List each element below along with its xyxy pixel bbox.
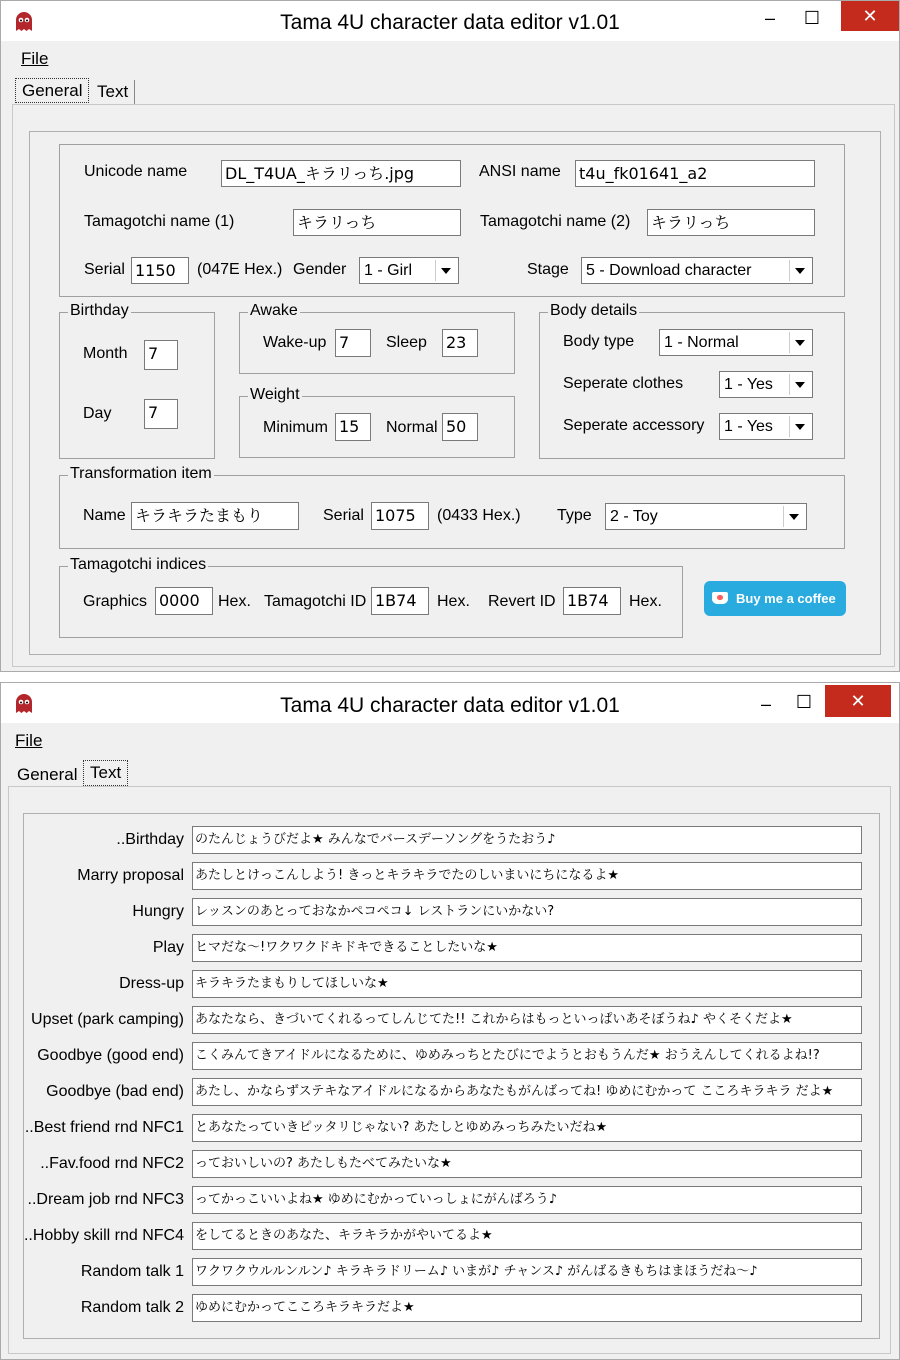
menu-bar xyxy=(1,727,899,755)
tamagotchi-id-hex-text: Hex. xyxy=(437,593,470,610)
sleep-label: Sleep xyxy=(386,334,427,351)
sleep-input[interactable]: 23 xyxy=(442,329,478,357)
coffee-cup-icon xyxy=(712,592,728,604)
tama-name2-input[interactable]: キラリっち xyxy=(647,209,815,236)
text-row-label: ..Hobby skill rnd NFC4 xyxy=(23,1227,184,1244)
text-row-input[interactable]: あなたなら、きづいてくれるってしんじてた!! これからはもっといっぱいあそぼうね♪ やくそくだよ★ xyxy=(192,1006,862,1034)
text-row-input[interactable]: キラキラたまもりしてほしいな★ xyxy=(192,970,862,998)
text-row-label: Dress-up xyxy=(119,975,184,992)
body-type-label: Body type xyxy=(563,333,635,350)
text-row-label: Goodbye (good end) xyxy=(37,1047,184,1064)
transform-type-label: Type xyxy=(557,507,592,524)
tamagotchi-id-label: Tamagotchi ID xyxy=(264,593,367,610)
menu-bar xyxy=(1,45,899,73)
tamagotchi-id-input[interactable]: 1B74 xyxy=(371,587,429,615)
close-button[interactable]: ✕ xyxy=(841,1,899,31)
text-row-label: ..Birthday xyxy=(116,831,184,848)
graphics-hex-text: Hex. xyxy=(218,593,251,610)
window-title: Tama 4U character data editor v1.01 xyxy=(280,694,620,717)
text-row-input[interactable]: っておいしいの? あたしもたべてみたいな★ xyxy=(192,1150,862,1178)
stage-select[interactable]: 5 - Download character xyxy=(581,257,813,284)
editor-window-text xyxy=(0,682,900,1360)
text-row-label: Random talk 1 xyxy=(80,1263,184,1280)
text-row-label: Upset (park camping) xyxy=(31,1011,184,1028)
text-row-label: Play xyxy=(152,939,184,956)
gender-label: Gender xyxy=(293,261,347,278)
gender-select[interactable]: 1 - Girl xyxy=(359,257,459,284)
tama-name2-label: Tamagotchi name (2) xyxy=(480,213,631,230)
minimum-input[interactable]: 15 xyxy=(335,413,371,441)
text-row-label: ..Best friend rnd NFC1 xyxy=(24,1119,184,1136)
transform-serial-input[interactable]: 1075 xyxy=(371,502,429,530)
maximize-button[interactable]: ☐ xyxy=(803,8,821,28)
graphics-input[interactable]: 0000 xyxy=(155,587,213,615)
transform-type-select[interactable]: 2 - Toy xyxy=(605,503,807,530)
transform-serial-hex-text: (0433 Hex.) xyxy=(437,507,521,524)
seperate-clothes-label: Seperate clothes xyxy=(563,375,684,392)
tab-general[interactable]: General xyxy=(17,765,78,784)
minimize-button[interactable]: – xyxy=(764,8,775,28)
text-row-label: ..Dream job rnd NFC3 xyxy=(27,1191,184,1208)
close-button[interactable]: ✕ xyxy=(825,685,891,717)
text-row-input[interactable]: ってかっこいいよね★ ゆめにむかっていっしょにがんばろう♪ xyxy=(192,1186,862,1214)
text-row-input[interactable]: ワクワクウルルンルン♪ キラキラドリーム♪ いまが♪ チャンス♪ がんばるきもちはまほうだね〜♪ xyxy=(192,1258,862,1286)
tab-text[interactable]: Text xyxy=(91,80,135,104)
buy-me-a-coffee-button[interactable] xyxy=(704,581,846,616)
seperate-accessory-label: Seperate accessory xyxy=(563,417,705,434)
editor-window-general xyxy=(0,0,900,672)
normal-label: Normal xyxy=(386,419,438,436)
chevron-down-icon[interactable] xyxy=(435,260,456,281)
serial-hex-text: (047E Hex.) xyxy=(197,261,283,278)
minimize-button[interactable]: – xyxy=(760,694,771,714)
chevron-down-icon[interactable] xyxy=(789,332,810,353)
text-row-label: Hungry xyxy=(132,903,184,920)
text-row-label: Marry proposal xyxy=(77,867,184,884)
chevron-down-icon[interactable] xyxy=(789,374,810,395)
tamagotchi-indices-group-title: Tamagotchi indices xyxy=(70,556,207,573)
serial-input[interactable]: 1150 xyxy=(131,257,189,284)
text-row-label: ..Fav.food rnd NFC2 xyxy=(40,1155,184,1172)
text-row-input[interactable]: のたんじょうびだよ★ みんなでバースデーソングをうたおう♪ xyxy=(192,826,862,854)
revert-id-hex-text: Hex. xyxy=(629,593,662,610)
tama-name1-input[interactable]: キラリっち xyxy=(293,209,461,236)
title-bar[interactable] xyxy=(1,683,899,723)
window-title: Tama 4U character data editor v1.01 xyxy=(280,11,620,34)
text-row-label: Random talk 2 xyxy=(80,1299,184,1316)
transform-name-label: Name xyxy=(83,507,126,524)
seperate-accessory-select[interactable]: 1 - Yes xyxy=(719,413,813,440)
unicode-name-label: Unicode name xyxy=(84,163,188,180)
menu-file[interactable]: File xyxy=(15,731,43,750)
graphics-label: Graphics xyxy=(83,593,148,610)
text-row-input[interactable]: あたしとけっこんしよう! きっとキラキラでたのしいまいにちになるよ★ xyxy=(192,862,862,890)
awake-group-title: Awake xyxy=(250,302,298,319)
transformation-item-group-title: Transformation item xyxy=(70,465,212,482)
chevron-down-icon[interactable] xyxy=(783,506,804,527)
month-label: Month xyxy=(83,345,128,362)
maximize-button[interactable]: ☐ xyxy=(795,692,813,712)
day-label: Day xyxy=(83,405,112,422)
transform-name-input[interactable]: キラキラたまもり xyxy=(131,502,299,530)
tama-name1-label: Tamagotchi name (1) xyxy=(84,213,235,230)
birthday-group xyxy=(59,302,215,459)
text-row-input[interactable]: あたし、かならずステキなアイドルになるからあなたもがんばってね! ゆめにむかって こころキラキラ だよ★ xyxy=(192,1078,862,1106)
text-row-input[interactable]: ヒマだな〜!ワクワクドキドキできることしたいな★ xyxy=(192,934,862,962)
body-details-group-title: Body details xyxy=(550,302,638,319)
ansi-name-label: ANSI name xyxy=(479,163,561,180)
ansi-name-input[interactable]: t4u_fk01641_a2 xyxy=(575,160,815,187)
normal-input[interactable]: 50 xyxy=(442,413,478,441)
revert-id-label: Revert ID xyxy=(488,593,556,610)
text-row-input[interactable]: をしてるときのあなた、キラキラかがやいてるよ★ xyxy=(192,1222,862,1250)
tab-general[interactable]: General xyxy=(15,78,89,103)
title-bar[interactable] xyxy=(1,1,899,41)
chevron-down-icon[interactable] xyxy=(789,260,810,281)
buy-me-a-coffee-label: Buy me a coffee xyxy=(736,591,836,606)
weight-group-title: Weight xyxy=(250,386,300,403)
text-row-input[interactable]: こくみんてきアイドルになるために、ゆめみっちとたびにでようとおもうんだ★ おうえんしてくれるよね!? xyxy=(192,1042,862,1070)
tab-text[interactable]: Text xyxy=(83,760,128,786)
text-row-input[interactable]: レッスンのあとっておなかペコペコ↓ レストランにいかない? xyxy=(192,898,862,926)
unicode-name-input[interactable]: DL_T4UA_キラリっち.jpg xyxy=(221,160,461,187)
transform-serial-label: Serial xyxy=(323,507,364,524)
minimum-label: Minimum xyxy=(263,419,328,436)
wake-up-label: Wake-up xyxy=(263,334,327,351)
menu-file[interactable]: File xyxy=(21,49,49,68)
text-row-label: Goodbye (bad end) xyxy=(46,1083,184,1100)
text-row-input[interactable]: ゆめにむかってこころキラキラだよ★ xyxy=(192,1294,862,1322)
day-input[interactable]: 7 xyxy=(144,399,178,429)
revert-id-input[interactable]: 1B74 xyxy=(563,587,621,615)
serial-label: Serial xyxy=(84,261,125,278)
month-input[interactable]: 7 xyxy=(144,340,178,370)
body-type-select[interactable]: 1 - Normal xyxy=(659,329,813,356)
seperate-clothes-select[interactable]: 1 - Yes xyxy=(719,371,813,398)
text-row-input[interactable]: とあなたっていきピッタリじゃない? あたしとゆめみっちみたいだね★ xyxy=(192,1114,862,1142)
chevron-down-icon[interactable] xyxy=(789,416,810,437)
birthday-group-title: Birthday xyxy=(70,302,129,319)
wake-up-input[interactable]: 7 xyxy=(335,329,371,357)
stage-label: Stage xyxy=(527,261,569,278)
